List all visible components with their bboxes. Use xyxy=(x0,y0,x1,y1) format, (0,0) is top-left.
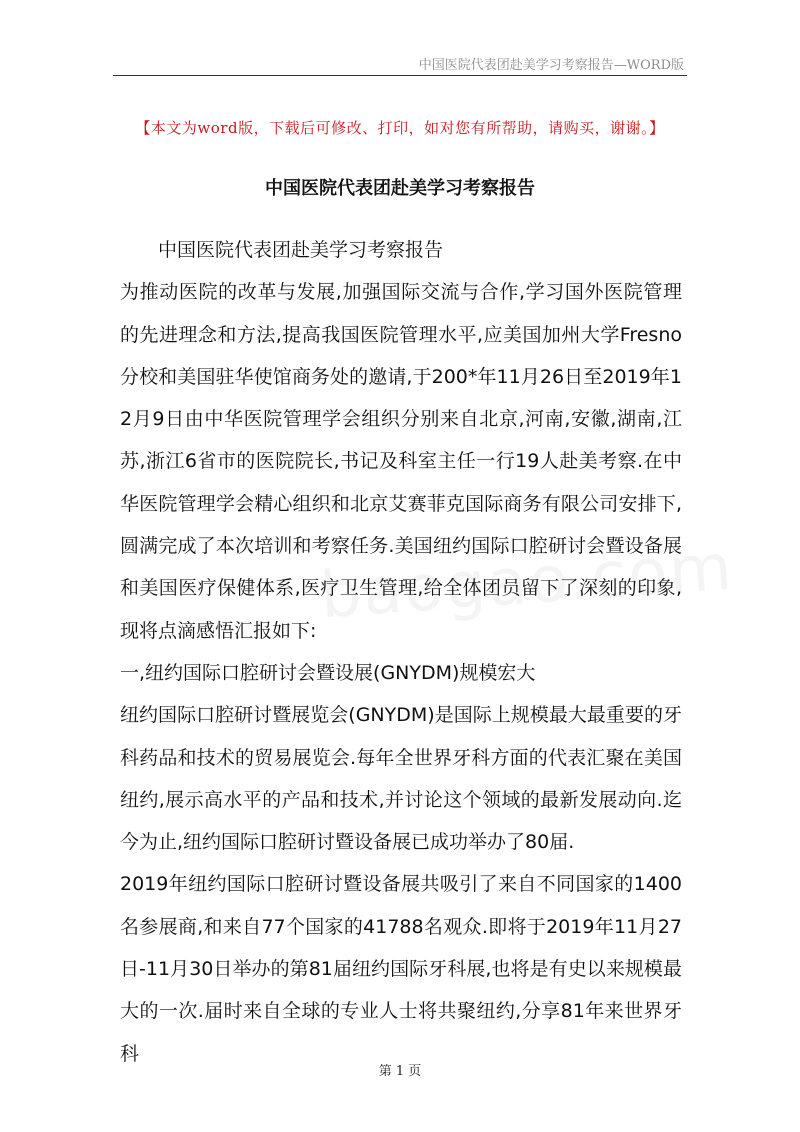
running-header: 中国医院代表团赴美学习考察报告—WORD版 xyxy=(418,58,684,73)
body-paragraph-gnydm: 纽约国际口腔研讨暨展览会(GNYDM)是国际上规模最大最重要的牙科药品和技术的贸易展览会.每年全世界牙科方面的代表汇聚在美国纽约,展示高水平的产品和技术,并讨论这个领域的最新发展动向.迄今为止,纽约国际口腔研讨暨设备展已成功举办了80届. xyxy=(120,704,682,854)
document-body xyxy=(120,229,682,1075)
header-rule xyxy=(113,75,687,76)
section-heading-1: 一,纽约国际口腔研讨会暨设展(GNYDM)规模宏大 xyxy=(120,661,536,684)
body-paragraph-subtitle: 中国医院代表团赴美学习考察报告 xyxy=(158,239,444,261)
download-notice: 【本文为word版，下载后可修改、打印，如对您有所帮助，请购买，谢谢。】 xyxy=(135,119,665,137)
page-number: 第 1 页 xyxy=(378,1064,422,1079)
body-paragraph-2019-exhibition: 2019年纽约国际口腔研讨暨设备展共吸引了来自不同国家的1400名参展商,和来自77个国家的41788名观众.即将于2019年11月27日-11月30日举办的第81届纽约国际牙科展,也将是有史以来规模最大的一次.届时来自全球的专业人士将共聚纽约,分享81年来世界牙科 xyxy=(120,873,682,1065)
document-title: 中国医院代表团赴美学习考察报告 xyxy=(265,178,535,199)
body-paragraph-intro: 为推动医院的改革与发展,加强国际交流与合作,学习国外医院管理的先进理念和方法,提高我国医院管理水平,应美国加州大学Fresno分校和美国驻华使馆商务处的邀请,于200*年11月26日至2019年12月9日由中华医院管理学会组织分别来自北京,河南,安徽,湖南,江苏,浙江6省市的医院院长,书记及科室主任一行19人赴美考察.在中华医院管理学会精心组织和北京艾赛菲克国际商务有限公司安排下,圆满完成了本次培训和考察任务.美国纽约国际口腔研讨会暨设备展和美国医疗保健体系,医疗卫生管理,给全体团员留下了深刻的印象,现将点滴感悟汇报如下: xyxy=(120,281,682,642)
